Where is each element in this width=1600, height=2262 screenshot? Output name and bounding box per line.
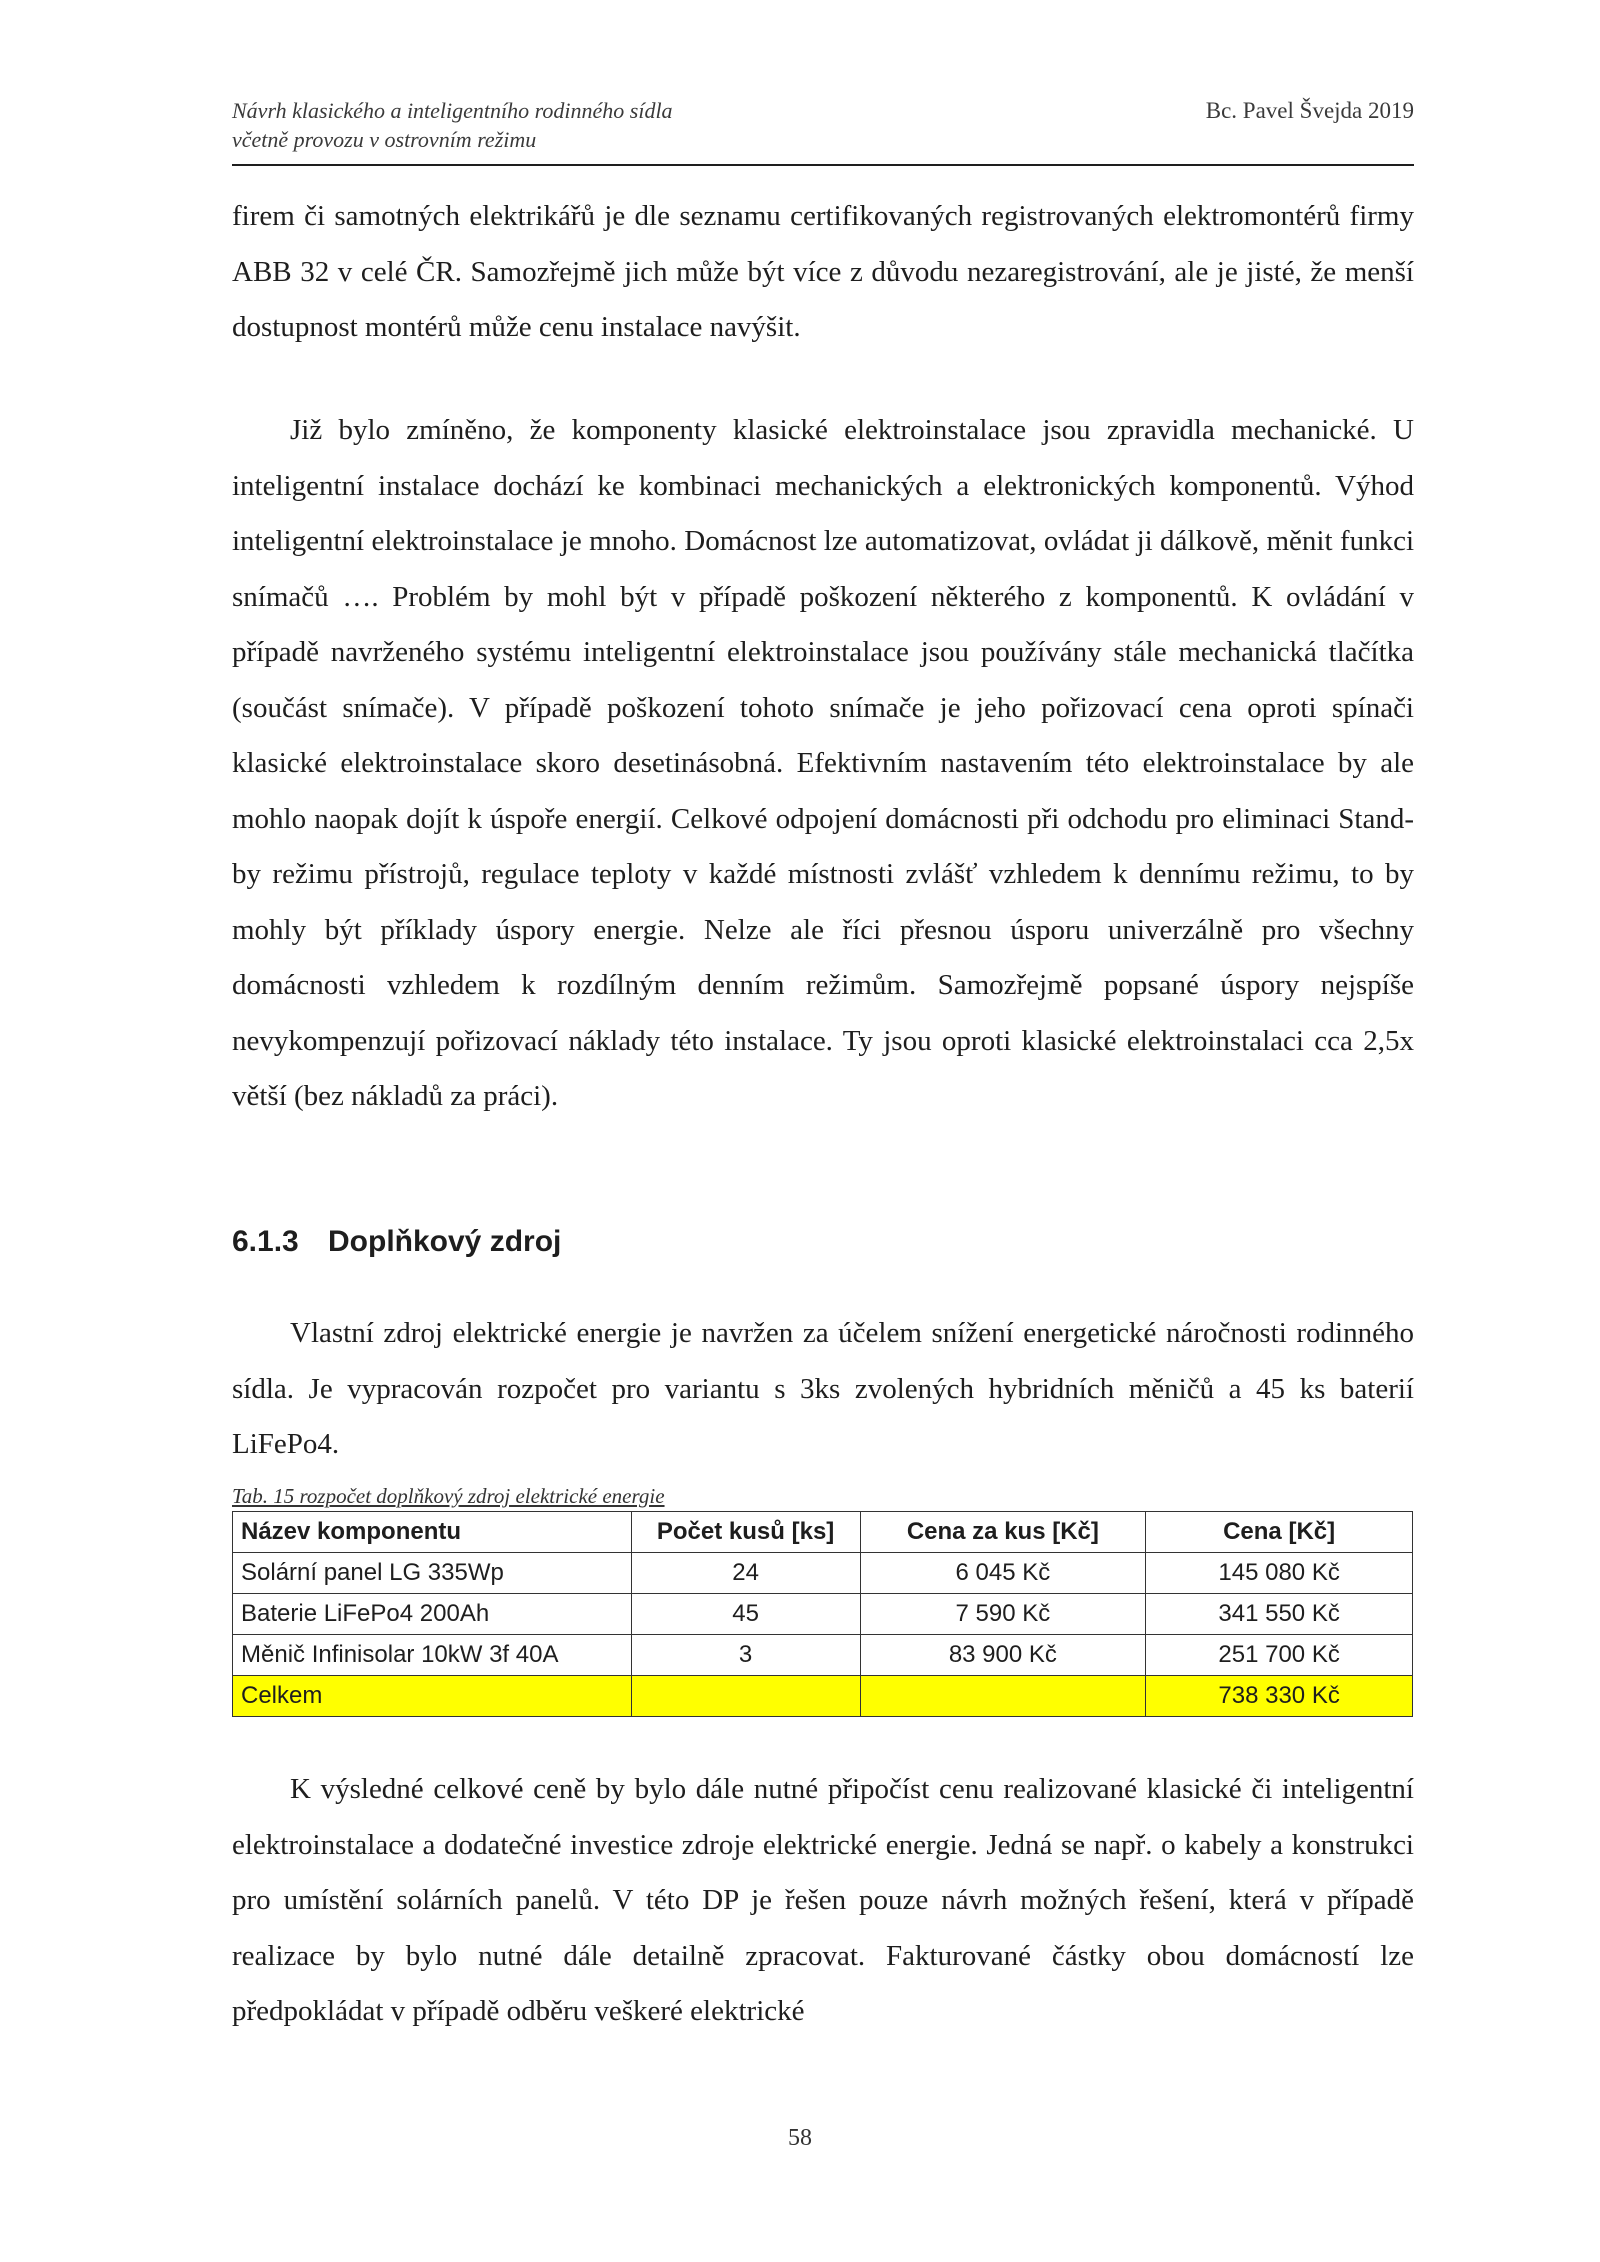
total-label: Celkem — [233, 1676, 632, 1717]
cell-count: 24 — [631, 1553, 860, 1594]
cell-unit-price: 83 900 Kč — [860, 1635, 1146, 1676]
header-count: Počet kusů [ks] — [631, 1512, 860, 1553]
header-title-line2: včetně provozu v ostrovním režimu — [232, 127, 537, 152]
header-author: Bc. Pavel Švejda 2019 — [1205, 98, 1414, 123]
cell-price: 145 080 Kč — [1146, 1553, 1413, 1594]
cell-component: Solární panel LG 335Wp — [233, 1553, 632, 1594]
page-header — [232, 96, 1414, 166]
cell-count: 45 — [631, 1594, 860, 1635]
table-row — [233, 1594, 1413, 1635]
cell-component: Měnič Infinisolar 10kW 3f 40A — [233, 1635, 632, 1676]
header-unit-price: Cena za kus [Kč] — [860, 1512, 1146, 1553]
table-row — [233, 1635, 1413, 1676]
total-empty-cell — [860, 1676, 1146, 1717]
paragraph-4: K výsledné celkové ceně by bylo dále nutné připočíst cenu realizované klasické či inteligentní elektroinstalace a dodatečné investice zdroje elektrické energie. Jedná se např. o kabely a konstrukci pro umístění solárních panelů. V této DP je řešen pouze návrh možných řešení, která v případě realizace by bylo nutné dále detailně zpracovat. Fakturované částky obou domácností lze předpokládat v případě odběru veškeré elektrické — [232, 1773, 1414, 2027]
cell-unit-price: 7 590 Kč — [860, 1594, 1146, 1635]
header-title — [232, 96, 673, 154]
budget-table — [232, 1511, 1413, 1717]
paragraph-2: Již bylo zmíněno, že komponenty klasické elektroinstalace jsou zpravidla mechanické. U inteligentní instalace dochází ke kombinaci mechanických a elektronických komponentů. Výhod inteligentní elektroinstalace je mnoho. Domácnost lze automatizovat, ovládat ji dálkově, měnit funkci snímačů …. Problém by mohl být v případě poškození některého z komponentů. K ovládání v případě navrženého systému inteligentní elektroinstalace jsou používány stále mechanická tlačítka (součást snímače). V případě poškození tohoto snímače je jeho pořizovací cena oproti spínači klasické elektroinstalace skoro desetinásobná. Efektivním nastavením této elektroinstalace by ale mohlo naopak dojít k úspoře energií. Celkové odpojení domácnosti při odchodu pro eliminaci Stand-by režimu přístrojů, regulace teploty v každé místnosti zvlášť vzhledem k dennímu režimu, to by mohly být příklady úspory energie. Nelze ale říci přesnou úsporu univerzálně pro všechny domácnosti vzhledem k rozdílným denním režimům. Samozřejmě popsané úspory nejspíše nevykompenzují pořizovací náklady této instalace. Ty jsou oproti klasické elektroinstalaci cca 2,5x větší (bez nákladů za práci). — [232, 414, 1414, 1112]
cell-count: 3 — [631, 1635, 860, 1676]
paragraph-1: firem či samotných elektrikářů je dle seznamu certifikovaných registrovaných elektromontérů firmy ABB 32 v celé ČR. Samozřejmě jich může být více z důvodu nezaregistrování, ale je jisté, že menší dostupnost montérů může cenu instalace navýšit. — [232, 200, 1414, 343]
total-empty-cell — [631, 1676, 860, 1717]
page-number: 58 — [788, 2125, 812, 2151]
table-row — [233, 1553, 1413, 1594]
table-header-row — [233, 1512, 1413, 1553]
cell-price: 251 700 Kč — [1146, 1635, 1413, 1676]
table-total-row — [233, 1676, 1413, 1717]
header-title-line1: Návrh klasického a inteligentního rodinného sídla — [232, 98, 673, 123]
header-component: Název komponentu — [233, 1512, 632, 1553]
table-caption: Tab. 15 rozpočet doplňkový zdroj elektrické energie — [232, 1484, 665, 1508]
section-heading — [232, 1222, 561, 1262]
total-value: 738 330 Kč — [1146, 1676, 1413, 1717]
cell-unit-price: 6 045 Kč — [860, 1553, 1146, 1594]
section-title: Doplňkový zdroj — [328, 1225, 562, 1258]
paragraph-3: Vlastní zdroj elektrické energie je navržen za účelem snížení energetické náročnosti rodinného sídla. Je vypracován rozpočet pro variantu s 3ks zvolených hybridních měničů a 45 ks baterií LiFePo4. — [232, 1317, 1414, 1460]
header-price: Cena [Kč] — [1146, 1512, 1413, 1553]
cell-price: 341 550 Kč — [1146, 1594, 1413, 1635]
cell-component: Baterie LiFePo4 200Ah — [233, 1594, 632, 1635]
section-number: 6.1.3 — [232, 1225, 299, 1258]
